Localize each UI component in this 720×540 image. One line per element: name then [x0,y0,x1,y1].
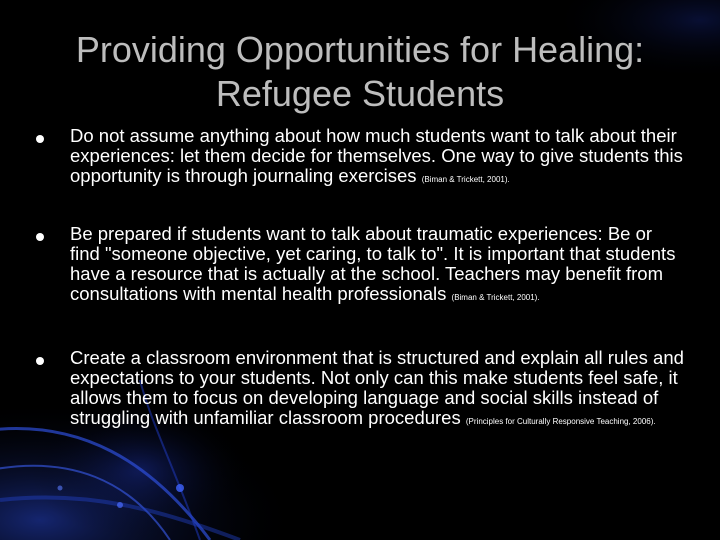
bullet-body: Be prepared if students want to talk about traumatic experiences: Be or find "someone objective, yet caring, to talk to". It is important that students have a resource that is actually at the school. Teachers may benefit from consultations with mental health professionals [70,223,676,304]
bullet-citation: (Principles for Culturally Responsive Teaching, 2006). [465,417,656,426]
bullet-body: Do not assume anything about how much students want to talk about their experiences: let them decide for themselves. One way to give students this opportunity is through journaling exercises [70,125,683,186]
slide-title [20,28,700,116]
bullet-icon [36,135,44,143]
bullet-icon [36,357,44,365]
bullet-citation: (Biman & Trickett, 2001). [451,293,540,302]
bullet-icon [36,233,44,241]
title-line-1: Providing Opportunities for Healing: [75,29,645,70]
bullet-text [70,348,684,428]
bullet-citation: (Biman & Trickett, 2001). [421,175,510,184]
bullet-body: Create a classroom environment that is structured and explain all rules and expectations to your students. Not only can this make students feel safe, it allows them to focus on developing language and social skills instead of struggling with unfamiliar classroom procedures [70,347,684,428]
bullet-text [70,224,684,304]
title-line-2: Refugee Students [215,73,505,114]
bullet-text [70,126,684,186]
